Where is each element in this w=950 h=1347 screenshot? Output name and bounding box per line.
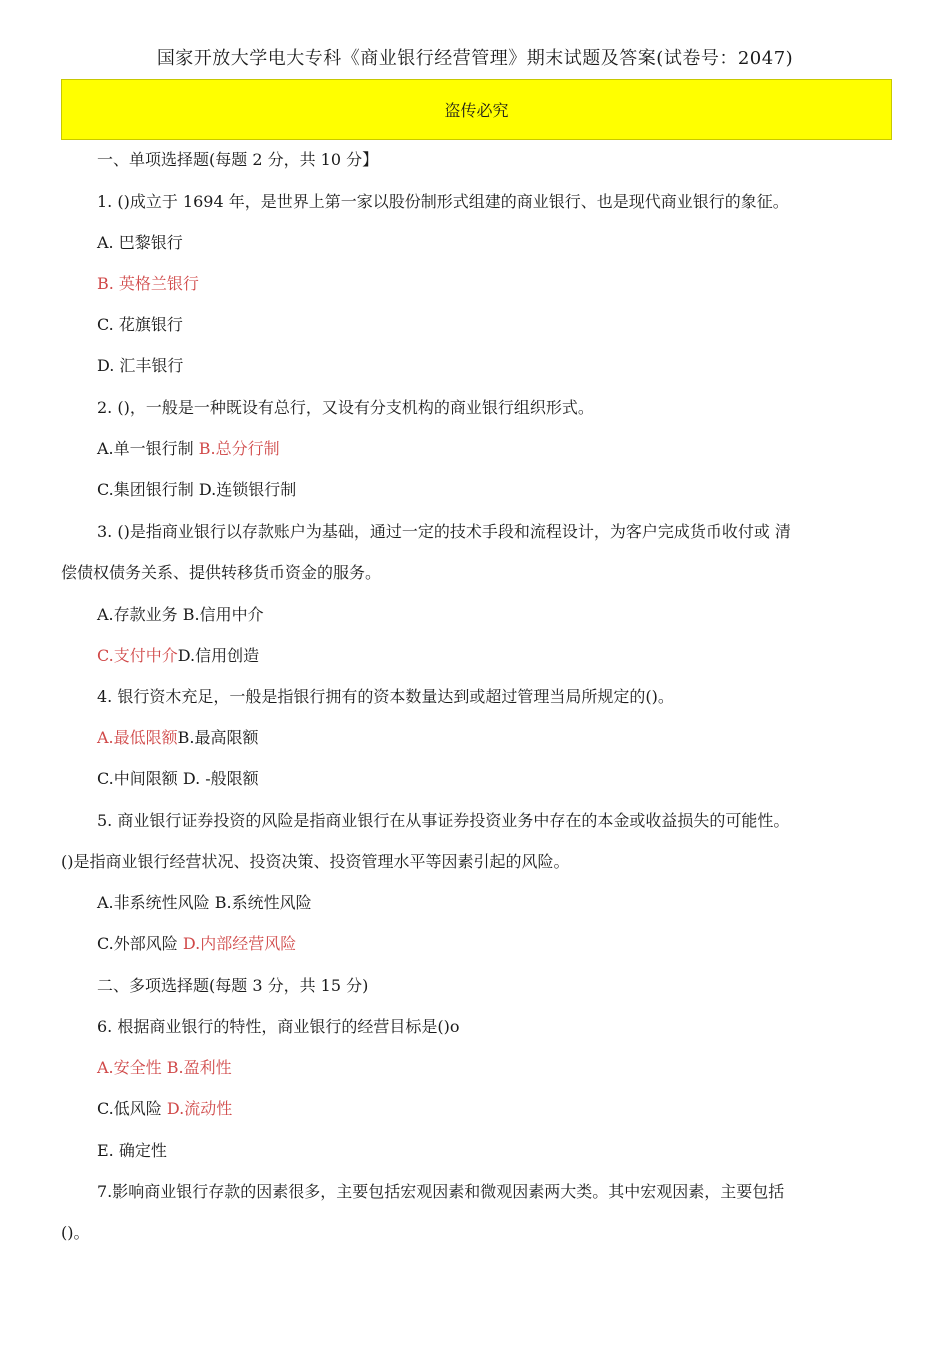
options-3cd bbox=[97, 646, 259, 666]
option-4a-answer: A.最低限额 bbox=[97, 728, 178, 747]
section-heading-single-choice: 一、单项选择题(每题 2 分，共 10 分】 bbox=[97, 150, 379, 169]
option-5d-answer: D.内部经营风险 bbox=[182, 934, 297, 953]
question-7-line-1: 7.影响商业银行存款的因素很多，主要包括宏观因素和微观因素两大类。其中宏观因素，主要包括 bbox=[97, 1182, 785, 1201]
section-heading-multiple-choice: 二、多项选择题(每题 3 分，共 15 分) bbox=[97, 976, 369, 995]
option-1d: D. 汇丰银行 bbox=[97, 356, 184, 375]
banner-text: 盗传必究 bbox=[444, 101, 509, 120]
question-5-line-1: 5. 商业银行证券投资的风险是指商业银行在从事证券投资业务中存在的本金或收益损失的可能性。 bbox=[97, 811, 790, 830]
options-5cd bbox=[97, 934, 296, 954]
options-6cd bbox=[97, 1099, 232, 1119]
question-5-line-2: ()是指商业银行经营状况、投资决策、投资管理水平等因素引起的风险。 bbox=[61, 852, 570, 871]
option-4b: B.最高限额 bbox=[177, 728, 259, 747]
options-5ab: A.非系统性风险 B.系统性风险 bbox=[97, 893, 312, 912]
question-6: 6. 根据商业银行的特性，商业银行的经营目标是()o bbox=[97, 1017, 460, 1036]
question-2: 2. ()，一般是一种既设有总行，又设有分支机构的商业银行组织形式。 bbox=[97, 398, 594, 417]
option-1c: C. 花旗银行 bbox=[97, 315, 183, 334]
question-3-line-1: 3. ()是指商业银行以存款账户为基础，通过一定的技术手段和流程设计，为客户完成货币收付或 清 bbox=[97, 522, 791, 541]
question-4: 4. 银行资木充足，一般是指银行拥有的资本数量达到或超过管理当局所规定的()。 bbox=[97, 687, 674, 706]
option-3c-answer: C.支付中介 bbox=[97, 646, 178, 665]
options-4cd: C.中间限额 D. -般限额 bbox=[97, 769, 259, 788]
document-title: 国家开放大学电大专科《商业银行经营管理》期末试题及答案(试卷号：2047) bbox=[156, 48, 794, 69]
question-3-line-2: 偿债权债务关系、提供转移货币资金的服务。 bbox=[61, 563, 382, 582]
options-2cd: C.集团银行制 D.连锁银行制 bbox=[97, 480, 297, 499]
highlight-banner bbox=[61, 79, 892, 140]
options-3ab: A.存款业务 B.信用中介 bbox=[97, 605, 264, 624]
option-6c: C.低风险 bbox=[97, 1099, 167, 1118]
option-6d-answer: D.流动性 bbox=[166, 1099, 233, 1118]
options-6ab-answer: A.安全性 B.盈利性 bbox=[97, 1058, 232, 1077]
question-1: 1. ()成立于 1694 年，是世界上第一家以股份制形式组建的商业银行、也是现代商业银行的象征。 bbox=[97, 192, 789, 211]
options-4ab bbox=[97, 728, 259, 748]
option-2b-answer: B.总分行制 bbox=[198, 439, 280, 458]
option-1a: A. 巴黎银行 bbox=[97, 233, 183, 252]
option-5c: C.外部风险 bbox=[97, 934, 183, 953]
option-2a: A.单一银行制 bbox=[97, 439, 199, 458]
option-1b-answer: B. 英格兰银行 bbox=[97, 274, 199, 293]
option-3d: D.信用创造 bbox=[177, 646, 260, 665]
question-7-line-2: ()。 bbox=[61, 1223, 90, 1242]
options-2ab bbox=[97, 439, 280, 459]
option-6e: E. 确定性 bbox=[97, 1141, 167, 1160]
